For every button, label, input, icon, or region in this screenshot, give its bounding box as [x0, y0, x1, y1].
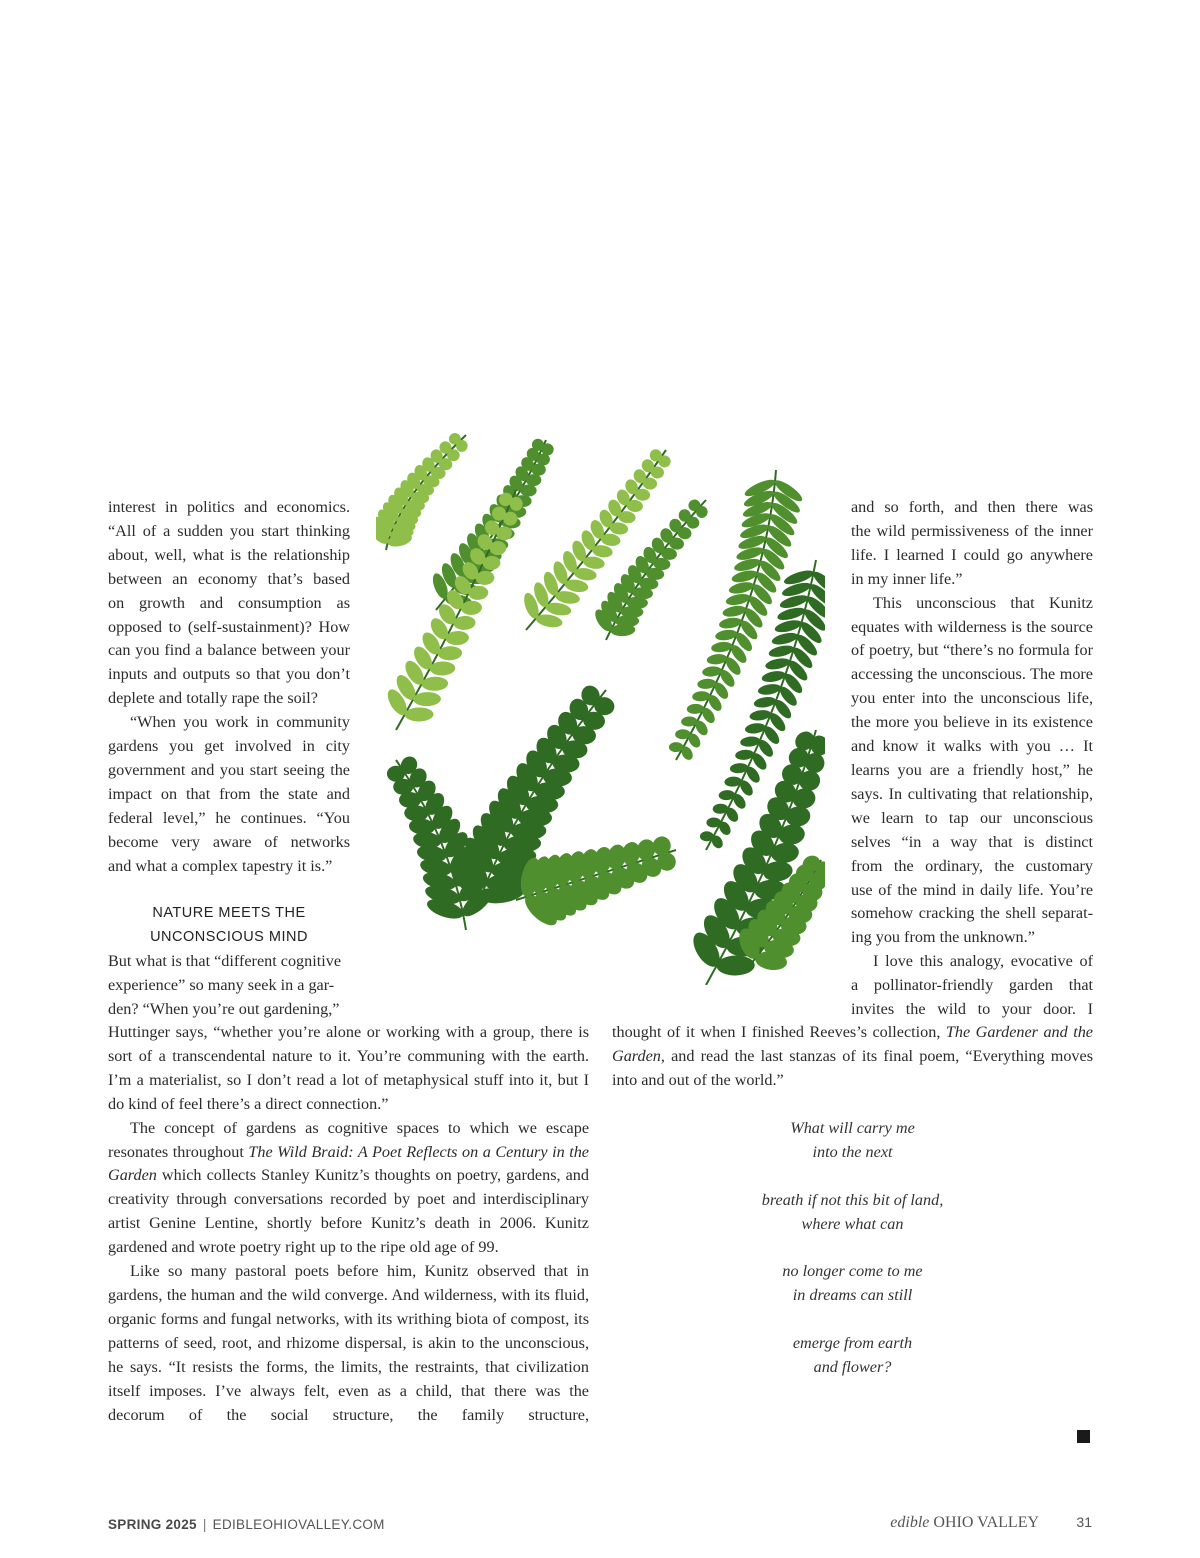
poem-stanza — [612, 1117, 1093, 1165]
text-line: equates with wilderness is the source — [851, 617, 1093, 636]
text-line: government and you start seeing the — [108, 760, 350, 779]
fern-fronds — [376, 432, 825, 985]
poem-line: in dreams can still — [792, 1286, 913, 1305]
text-line: life. I learned I could go anywhere — [851, 545, 1093, 564]
text-line: “All of a sudden you start thinking — [108, 521, 350, 540]
poem-stanza — [612, 1260, 1093, 1308]
text-line: and what a complex tapestry it is.” — [108, 856, 333, 875]
footer-left — [108, 1517, 385, 1532]
poem-line: emerge from earth — [792, 1334, 913, 1353]
text-line: and so forth, and then there was — [851, 498, 1093, 516]
text-line: “When you work in community — [130, 713, 350, 732]
text-line: in my inner life.” — [851, 569, 963, 588]
text-line: interest in politics and economics. — [108, 498, 350, 516]
text-line: on growth and consumption as — [108, 593, 350, 612]
text-line: says. In cultivating that relationship, — [851, 784, 1093, 803]
book-title: The Wild Braid: A Poet Reflects on a Century in the Garden — [108, 1142, 589, 1185]
text-line: invites the wild to your door. I — [851, 1000, 1093, 1019]
text-line: of poetry, but “there’s no formula for — [851, 641, 1093, 660]
fern-leaflet — [405, 707, 434, 721]
paragraph — [612, 1021, 1093, 1093]
section-heading — [108, 902, 350, 950]
column-left-after-heading — [108, 950, 350, 1022]
paragraph-text: thought of it when I finished Reeves’s collection, — [612, 1023, 946, 1041]
poem-excerpt — [612, 1117, 1093, 1404]
end-mark — [1077, 1430, 1090, 1443]
paragraph-text: which collects Stanley Kunitz’s thoughts on poetry, gardens, and creativity through conversations recorded by poet and interdisciplinary artist Genine Lentine, shortly before Kunitz’s death in 2006. Kunitz gardened and wrote poetry right up to the ripe old age of 99. — [108, 1166, 589, 1257]
text-line: experience” so many seek in a gar- — [108, 975, 335, 994]
poem-line: no longer come to me — [782, 1262, 923, 1281]
text-line: learns you are a friendly host,” he — [851, 760, 1093, 779]
footer-season: SPRING 2025 — [108, 1517, 197, 1532]
text-line: gardens you get involved in city — [108, 737, 350, 756]
heading-line: UNCONSCIOUS MIND — [150, 928, 308, 945]
poem-line: breath if not this bit of land, — [761, 1190, 944, 1209]
column-right-wide — [612, 1021, 1093, 1093]
text-line: This unconscious that Kunitz — [873, 593, 1093, 612]
text-line: inputs and outputs so that you don’t — [108, 665, 350, 684]
paragraph-text: The concept of gardens as cognitive spaces to which we escape resonates throughout — [108, 1118, 589, 1161]
text-line: the wild permissiveness of the inner — [851, 521, 1093, 540]
text-line: federal level,” he continues. “You — [108, 808, 350, 827]
poem-line: and flower? — [813, 1358, 892, 1377]
text-line: ing you from the unknown.” — [851, 928, 1035, 947]
text-line: impact on that from the state and — [108, 784, 350, 803]
column-left-top — [108, 496, 350, 879]
footer-separator: | — [202, 1517, 207, 1532]
text-line: you enter into the unconscious life, — [851, 689, 1093, 708]
text-line: opposed to (self-sustainment)? How — [108, 617, 350, 636]
text-line: I love this analogy, evocative of — [873, 952, 1093, 971]
text-line: accessing the unconscious. The more — [851, 665, 1093, 684]
book-title: The Gardener and the Garden — [612, 1023, 1093, 1065]
text-line: deplete and totally rape the soil? — [108, 689, 318, 708]
footer-website[interactable]: EDIBLEOHIOVALLEY.COM — [212, 1517, 385, 1532]
text-line: about, well, what is the relationship — [108, 545, 350, 564]
poem-stanza — [612, 1332, 1093, 1380]
footer-brand-name: OHIO VALLEY — [933, 1514, 1039, 1531]
text-line: become very aware of networks — [108, 832, 350, 851]
text-line: and know it walks with you … It — [851, 737, 1093, 756]
paragraph — [108, 1117, 589, 1260]
paragraph: Like so many pastoral poets before him, Kunitz observed that in gardens, the human and the wild converge. And wilderness, with its fluid, organic forms and fungal networks, with its writhing biota of compost, its patterns of seed, root, and rhizome dispersal, is akin to the unconscious, he says. “It resists the forms, the limits, the restraints, that civilization itself imposes. I’ve always felt, even as a child, that there was the decorum of the social structure, the family structure, — [108, 1262, 589, 1424]
poem-stanza — [612, 1189, 1093, 1237]
footer-brand-italic: edible — [890, 1514, 930, 1531]
text-line: can you find a balance between your — [108, 641, 350, 660]
text-line: from the ordinary, the customary — [851, 856, 1093, 875]
text-line: the more you believe in its existence — [851, 713, 1093, 732]
fern-illustration — [376, 430, 825, 985]
column-right-narrow — [851, 496, 1093, 1022]
text-line: between an economy that’s based — [108, 569, 350, 588]
text-line: use of the mind in daily life. You’re — [851, 880, 1093, 899]
text-line: selves “in a way that is distinct — [851, 832, 1093, 851]
poem-line: into the next — [812, 1142, 893, 1161]
paragraph: Huttinger says, “whether you’re alone or working with a group, there is sort of a transcendental nature to it. You’re communing with the earth. I’m a materialist, so I don’t read a lot of metaphysical stuff into it, but I do kind of feel there’s a direct connection.” — [108, 1023, 589, 1113]
heading-line: NATURE MEETS THE — [152, 905, 306, 921]
text-line: den? “When you’re out gardening,” — [108, 999, 340, 1018]
footer-right — [890, 1514, 1092, 1532]
text-line: But what is that “different cognitive — [108, 952, 342, 970]
poem-line: What will carry me — [790, 1119, 915, 1137]
text-line: somehow cracking the shell separat- — [851, 904, 1093, 923]
text-line: a pollinator-friendly garden that — [851, 976, 1093, 995]
paragraph-text: , and read the last stanzas of its final poem, “Everything moves into and out of the world.” — [612, 1046, 1093, 1089]
poem-line: where what can — [801, 1214, 904, 1233]
page-number: 31 — [1076, 1514, 1092, 1530]
column-left-wide — [108, 1021, 589, 1427]
text-line: we learn to tap our unconscious — [851, 808, 1093, 827]
